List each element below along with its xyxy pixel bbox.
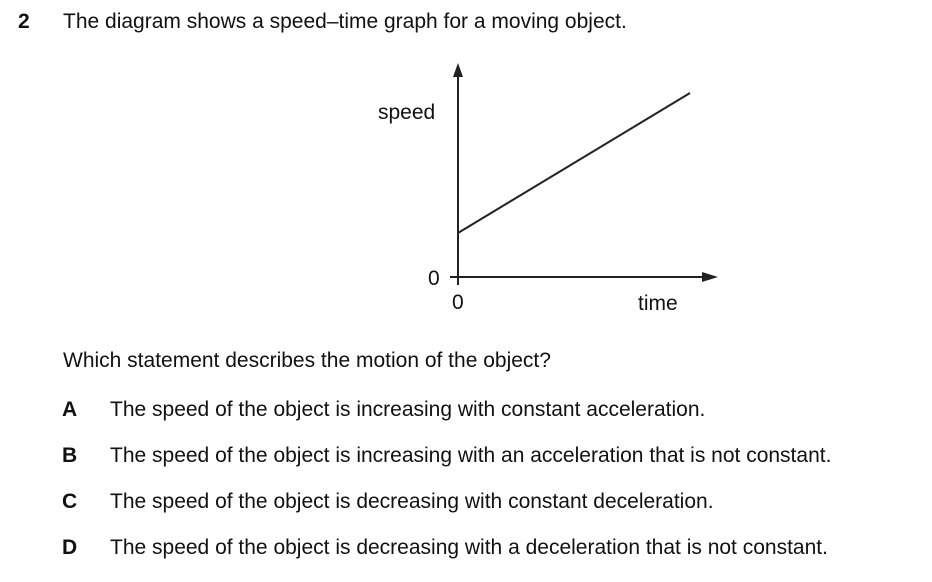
option-letter: B bbox=[62, 444, 78, 467]
question-prompt: Which statement describes the motion of the object? bbox=[63, 349, 551, 372]
x-axis-label: time bbox=[638, 292, 678, 315]
y-axis-label: speed bbox=[378, 101, 436, 124]
y-axis-arrow bbox=[453, 63, 463, 77]
x-axis-arrow bbox=[702, 272, 718, 282]
option-text: The speed of the object is increasing with an acceleration that is not constant. bbox=[110, 444, 832, 467]
y-origin-label: 0 bbox=[428, 267, 440, 290]
question-number: 2 bbox=[18, 10, 30, 33]
speed-time-graph bbox=[360, 55, 740, 325]
option-letter: C bbox=[62, 490, 78, 513]
question-stem: The diagram shows a speed–time graph for a moving object. bbox=[63, 10, 627, 33]
option-text: The speed of the object is decreasing with a deceleration that is not constant. bbox=[110, 536, 828, 559]
option-letter: D bbox=[62, 536, 78, 559]
speed-line bbox=[458, 93, 690, 233]
option-text: The speed of the object is increasing with constant acceleration. bbox=[110, 398, 706, 421]
option-text: The speed of the object is decreasing with constant deceleration. bbox=[110, 490, 714, 513]
option-letter: A bbox=[62, 398, 78, 421]
x-origin-label: 0 bbox=[452, 291, 464, 314]
